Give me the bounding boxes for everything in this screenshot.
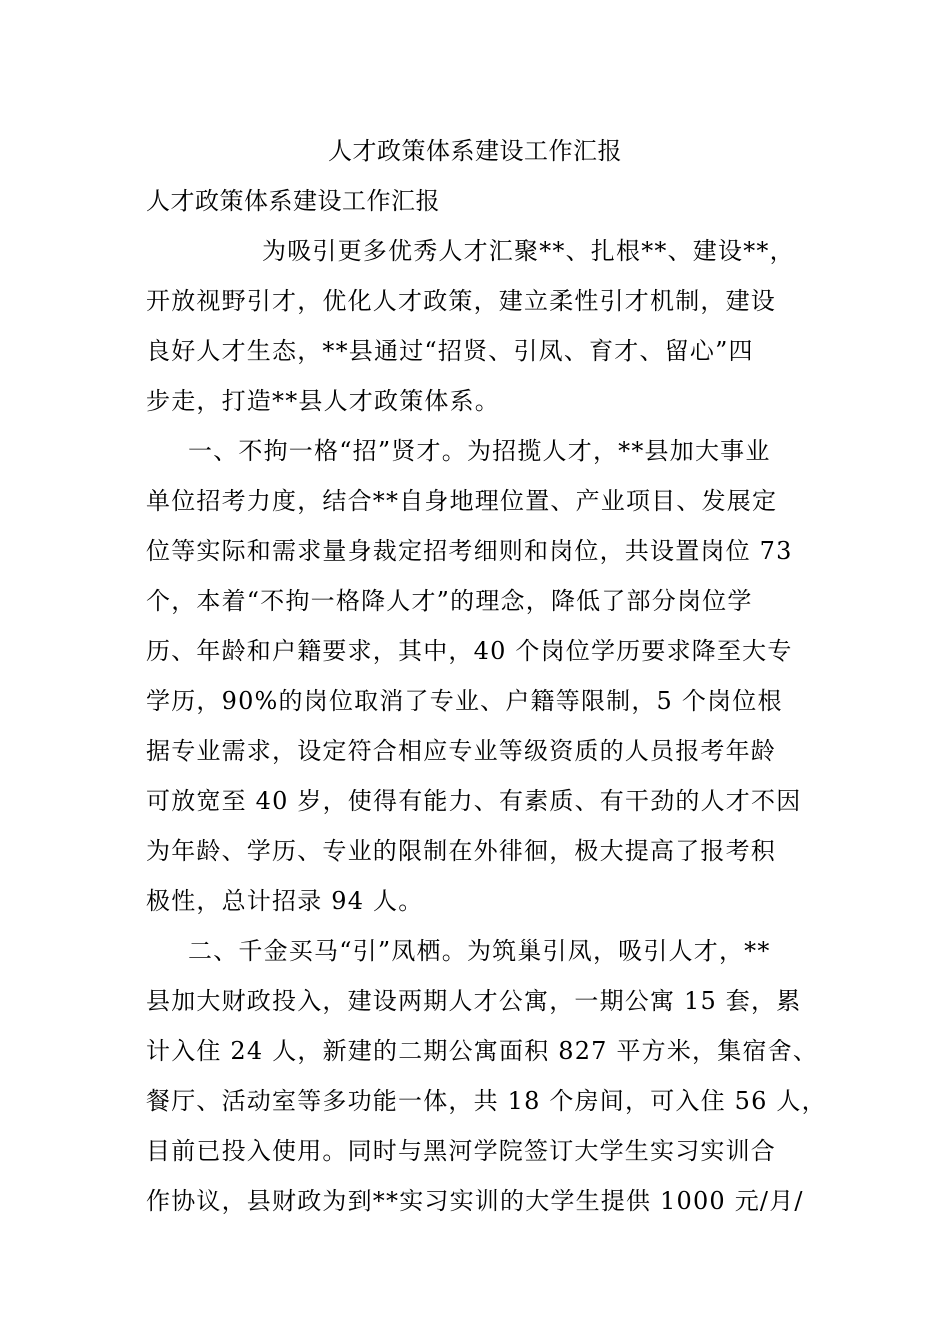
section-1-line: 一、不拘一格“招”贤才。为招揽人才，**县加大事业 [188, 437, 771, 465]
section-1-line: 为年龄、学历、专业的限制在外徘徊，极大提高了报考积 [146, 837, 776, 865]
section-1-line: 据专业需求，设定符合相应专业等级资质的人员报考年龄 [146, 737, 776, 765]
section-1-line: 单位招考力度，结合**自身地理位置、产业项目、发展定 [146, 487, 778, 515]
section-2-line: 二、千金买马“引”凤栖。为筑巢引凤，吸引人才，** [188, 937, 771, 965]
section-1-line: 个，本着“不拘一格降人才”的理念，降低了部分岗位学 [146, 587, 753, 615]
section-1-line: 可放宽至 40 岁，使得有能力、有素质、有干劲的人才不因 [146, 787, 802, 815]
section-1-line: 极性，总计招录 94 人。 [146, 887, 424, 915]
document-title: 人才政策体系建设工作汇报 [328, 137, 622, 165]
section-2-line: 目前已投入使用。同时与黑河学院签订大学生实习实训合 [146, 1137, 776, 1165]
section-1-line: 位等实际和需求量身裁定招考细则和岗位，共设置岗位 73 [146, 537, 793, 565]
section-2-line: 县加大财政投入，建设两期人才公寓，一期公寓 15 套，累 [146, 987, 802, 1015]
section-2-line: 餐厅、活动室等多功能一体，共 18 个房间，可入住 56 人， [146, 1087, 827, 1115]
intro-line: 良好人才生态，**县通过“招贤、引凤、育才、留心”四 [146, 337, 754, 365]
intro-line: 为吸引更多优秀人才汇聚**、扎根**、建设**， [262, 237, 795, 265]
section-1-line: 学历，90%的岗位取消了专业、户籍等限制，5 个岗位根 [146, 687, 783, 715]
section-2-line: 计入住 24 人，新建的二期公寓面积 827 平方米，集宿舍、 [146, 1037, 819, 1065]
document-subtitle: 人才政策体系建设工作汇报 [146, 187, 440, 215]
intro-line: 开放视野引才，优化人才政策，建立柔性引才机制，建设 [146, 287, 776, 315]
section-2-line: 作协议，县财政为到**实习实训的大学生提供 1000 元/月/ [146, 1187, 804, 1215]
section-1-line: 历、年龄和户籍要求，其中，40 个岗位学历要求降至大专 [146, 637, 793, 665]
intro-line: 步走，打造**县人才政策体系。 [146, 387, 500, 415]
